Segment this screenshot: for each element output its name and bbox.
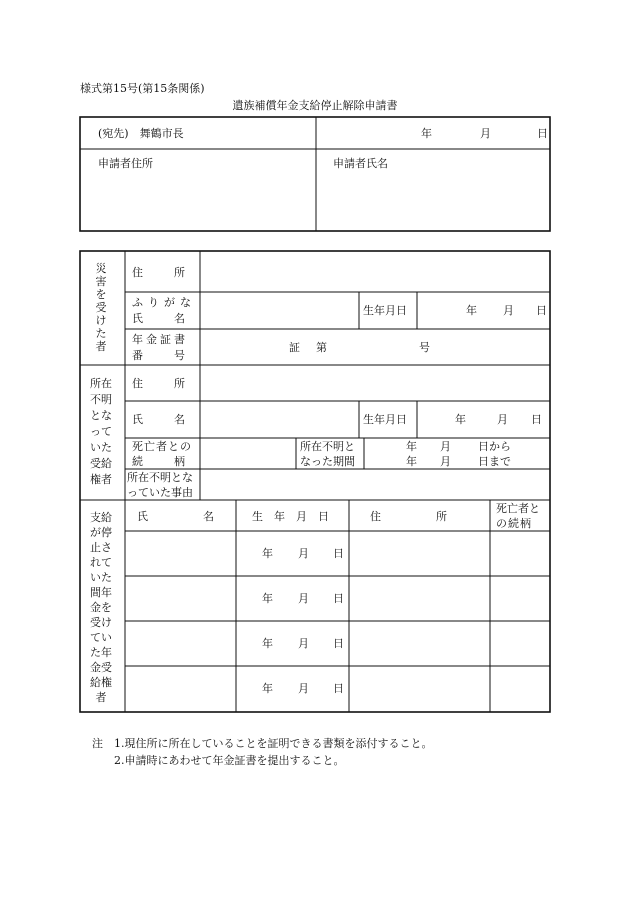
row3-birth-year: 年 (262, 637, 273, 650)
cert-value-go: 号 (419, 341, 430, 354)
victim-birth-month: 月 (503, 304, 514, 317)
victim-section-label: 災害を受けた者 (95, 262, 107, 353)
relation-label-1: 死亡者との (132, 440, 192, 453)
missing-name-label: 氏 名 (132, 413, 188, 426)
period-from-day: 日から (478, 440, 511, 453)
period-from-month: 月 (440, 440, 451, 453)
col-relation-header-2: の続柄 (496, 517, 532, 530)
row1-birth-month: 月 (298, 547, 309, 560)
note-item-2: 2.申請時にあわせて年金証書を提出すること。 (114, 754, 345, 767)
victim-birth-year: 年 (466, 304, 477, 317)
suspended-section-label: 支給が停止されていた間年金を受けていた年金受給権者 (90, 511, 112, 704)
victim-furigana-label: ふりがな (132, 296, 196, 309)
note-item-1: 1.現住所に所在していることを証明できる書類を添付すること。 (114, 737, 433, 750)
missing-section-label: 所在不明となっていた受給権者 (90, 377, 112, 486)
header-date-day: 日 (537, 127, 548, 140)
col-birth-header: 生 年 月 日 (252, 510, 329, 523)
col-name-header: 氏 名 (137, 510, 214, 523)
applicant-name-label: 申請者氏名 (333, 157, 388, 170)
victim-birth-day: 日 (536, 304, 547, 317)
missing-birth-year: 年 (455, 413, 466, 426)
applicant-address-label: 申請者住所 (98, 157, 153, 170)
header-date-year: 年 (421, 127, 432, 140)
row2-birth-year: 年 (262, 592, 273, 605)
victim-birth-label: 生年月日 (363, 304, 407, 317)
row2-birth-month: 月 (298, 592, 309, 605)
row1-birth-year: 年 (262, 547, 273, 560)
missing-birth-month: 月 (497, 413, 508, 426)
period-to-month: 月 (440, 455, 451, 468)
cert-value-sho: 証 (289, 341, 300, 354)
cert-label-1: 年金証書 (132, 333, 188, 346)
victim-name-label: 氏 名 (132, 312, 188, 325)
row4-birth-month: 月 (298, 682, 309, 695)
row2-birth-day: 日 (333, 592, 344, 605)
missing-address-label: 住 所 (132, 377, 188, 390)
cert-label-2: 番 号 (132, 349, 188, 362)
cert-value-dai: 第 (316, 341, 327, 354)
addressee: (宛先) 舞鶴市長 (98, 127, 184, 140)
period-label-1: 所在不明と (300, 440, 355, 453)
row4-birth-day: 日 (333, 682, 344, 695)
period-label-2: なった期間 (300, 455, 355, 468)
row3-birth-day: 日 (333, 637, 344, 650)
row1-birth-day: 日 (333, 547, 344, 560)
header-date-month: 月 (480, 127, 491, 140)
col-address-header: 住 所 (370, 510, 447, 523)
reason-label-1: 所在不明とな (127, 471, 193, 484)
row4-birth-year: 年 (262, 682, 273, 695)
period-to-year: 年 (406, 455, 417, 468)
missing-birth-label: 生年月日 (363, 413, 407, 426)
victim-address-label: 住 所 (132, 266, 188, 279)
form-number: 様式第15号(第15条関係) (80, 82, 205, 95)
period-from-year: 年 (406, 440, 417, 453)
row3-birth-month: 月 (298, 637, 309, 650)
reason-label-2: っていた事由 (127, 486, 193, 499)
col-relation-header-1: 死亡者と (496, 502, 540, 515)
notes-prefix: 注 (92, 737, 103, 750)
period-to-day: 日まで (478, 455, 511, 468)
form-title: 遺族補償年金支給停止解除申請書 (232, 99, 398, 112)
missing-birth-day: 日 (531, 413, 542, 426)
relation-label-2: 続 柄 (132, 455, 188, 468)
